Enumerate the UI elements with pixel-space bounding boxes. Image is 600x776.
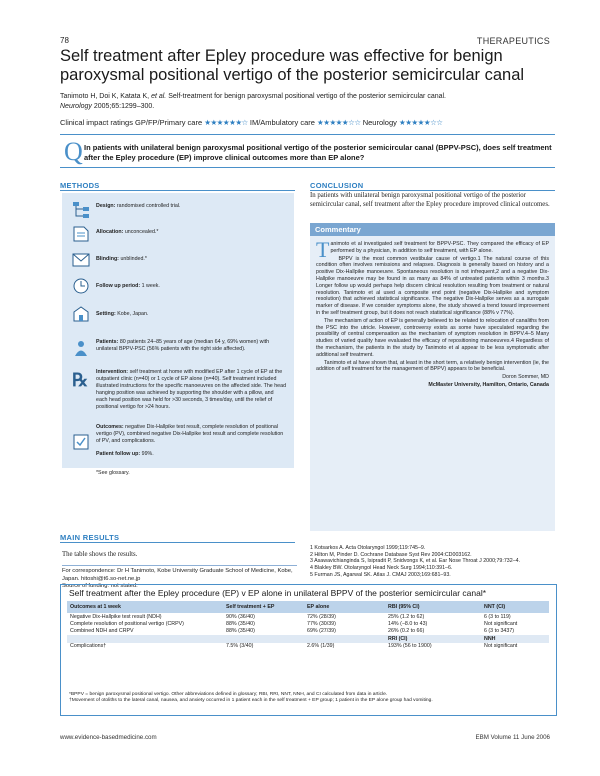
methods-rule: [60, 190, 295, 191]
citation-volume: 2005;65:1299–300.: [93, 103, 155, 110]
table-title: Self treatment after the Epley procedure (EP) v EP alone in unilateral BPPV of the posterior semicircular canal*: [69, 588, 487, 598]
table-row: [67, 620, 549, 627]
table-cell: 25% (1.2 to 62): [388, 613, 425, 620]
table-cell: Complications†: [70, 643, 107, 650]
outcomes-icon: [72, 433, 90, 451]
table-header: RBI (95% CI): [385, 601, 481, 613]
commentary-heading: Commentary: [315, 225, 361, 234]
table-cell: Combined NDH and CRPV: [70, 628, 134, 635]
allocation-label: Allocation:: [96, 229, 124, 235]
table-row: [67, 628, 549, 635]
references: [310, 545, 555, 579]
table-cell: 69% (27/39): [307, 628, 336, 635]
page-number: 78: [60, 36, 69, 45]
patients-icon: [72, 339, 90, 357]
table-header-row: [67, 601, 549, 613]
table-header: NNT (CI): [481, 601, 549, 613]
allocation-value: unconcealed.*: [124, 229, 159, 235]
funding-text: Source of funding: not stated.: [62, 583, 138, 590]
table-notes: [69, 692, 549, 704]
question-letter: Q: [64, 137, 83, 166]
table-row: [67, 613, 549, 620]
table-header: Self treatment + EP: [223, 601, 304, 613]
table-cell: Not significant: [484, 620, 518, 627]
blinding-icon: [72, 251, 90, 269]
allocation-row: [96, 229, 286, 236]
im-label: IM/Ambulatory care: [249, 118, 315, 127]
table-cell: 6 (3 to 119): [484, 613, 511, 620]
impact-ratings: [60, 118, 580, 127]
reference-item: 3 Asawavichianginda S, Isipradit P, Snidvongs K, et al. Ear Nose Throat J 2000;79:732–4.: [310, 558, 521, 565]
table-cell: 14% (−8.0 to 43): [388, 620, 428, 627]
patient-followup-label: Patient follow up:: [96, 451, 141, 457]
table-note: *BPPV = benign paroxysmal positional vertigo. Other abbreviations defined in glossary; RBI, RRI, NNT, NNH, and CI calculated from data in article.: [69, 692, 388, 697]
setting-icon: [72, 305, 90, 323]
table-header: Outcomes at 1 week: [67, 601, 223, 613]
table-cell: 72% (28/39): [307, 613, 336, 620]
setting-value: Kobe, Japan.: [117, 311, 149, 317]
design-value: randomised controlled trial.: [116, 203, 181, 209]
table-wrapper: [67, 601, 549, 650]
patient-followup-value: 99%.: [141, 451, 154, 457]
setting-row: [96, 311, 286, 318]
commentary-p3: The mechanism of action of EP is generally believed to be related to relocation of canaliths from the PSC into the utricle. However, controversy exists as some have speculated regarding the possibility of central compensation as the mechanism of symptom resolution in BPPV.4–5 Many studies of varied quality have evaluated the efficacy of repositioning manoeuvres.4 Regardless of the mechanism, the patients in the study by Tanimoto et al appear to be less symptomatic after additional self treatment.: [316, 317, 549, 358]
reference-item: 1 Kotsarkos A. Acta Otolaryngol 1999;119:745–9.: [310, 545, 426, 551]
neuro-label: Neurology: [362, 118, 397, 127]
table-cell: 90% (36/40): [226, 613, 255, 620]
patients-row: [96, 339, 286, 353]
table-cell: 2.6% (1/39): [307, 643, 335, 650]
glossary-note: *See glossary.: [96, 470, 130, 476]
rx-icon: ℞: [72, 370, 89, 390]
commentary-p4: Tanimoto et al have shown that, at least in the short term, a relatively benign intervention (ie, the addition of self treatment for the management of BPPV) appears to be beneficial.: [316, 359, 549, 373]
citation-etal: et al.: [151, 93, 167, 100]
table-cell: 26% (0.2 to 66): [388, 628, 425, 635]
ratings-label: Clinical impact ratings GP/FP/Primary care: [60, 118, 203, 127]
patients-value: 80 patients 24–85 years of age (median 64 y, 69% women) with unilateral BPPV-PSC (56% patients with the right side affected).: [96, 339, 270, 352]
table-cell: 7.5% (3/40): [226, 643, 254, 650]
allocation-icon: [72, 225, 90, 243]
dropcap: T: [316, 237, 330, 262]
outcomes-row: [96, 424, 286, 445]
footer-website: www.evidence-basedmedicine.com: [60, 734, 157, 741]
patient-followup-row: [96, 451, 286, 458]
citation-journal: Neurology: [60, 103, 92, 110]
followup-label: Follow up period:: [96, 283, 141, 289]
neuro-stars: ★★★★★☆☆: [398, 118, 443, 127]
commentary-p2: BPPV is the most common vestibular cause of vertigo.1 The natural course of this condition often involves remissions and relapses. Diagnosis is generally based on history and a positive Dix-Hallpike manoeuvre. Spontaneous resolution is not infrequent,2 and a negative Dix-Hallpike manoeuvre may be found in as many as 84% of untreated patients within 3 months.3 Longer follow up would perhaps help discern clinical resolution resulting from treatment or natural resolution. Tanimoto et al used a composite end point (negative Dix-Hallpike and symptom resolution) that achieved statistical significance. The negative Dix-Hallpike serves as a surrogate marker of disease. If we consider symptoms alone, the study showed a trend toward improvement in the self treatment group, but it does not reach statistical significance (88% v 77%).: [316, 255, 549, 316]
blinding-row: [96, 256, 286, 263]
reference-item: 2 Hilton M, Pinder D. Cochrane Database Syst Rev 2004:CD003162.: [310, 551, 472, 558]
commentary-header: [310, 223, 555, 236]
table-subheader: NNH: [481, 635, 549, 642]
main-results-text: The table shows the results.: [62, 551, 138, 558]
results-table: [67, 601, 549, 650]
methods-heading: METHODS: [60, 181, 100, 190]
citation-title: Self-treatment for benign paroxysmal positional vertigo of the posterior semicircular canal.: [168, 93, 446, 100]
question-box: [60, 134, 555, 168]
table-cell: Not significant: [484, 643, 518, 650]
table-note: †Movement of otoliths to the lateral canal, nausea, and anxiety occurred in 1 patient each in the self treatment + EP group; 1 patient in the EP alone group had vomiting.: [69, 698, 433, 704]
citation: [60, 92, 540, 112]
section-label: THERAPEUTICS: [476, 36, 550, 46]
citation-authors: Tanimoto H, Doi K, Katata K,: [60, 93, 150, 100]
reference-item: 4 Blakley BW. Otolaryngol Head Neck Surg 1994;110:391–6.: [310, 565, 453, 572]
design-icon: [72, 201, 90, 219]
outcomes-value: negative Dix-Hallpike test result, complete resolution of positional vertigo (PV), combined negative Dix-Hallpike test result and complete resolution of PV, and complications.: [96, 424, 284, 444]
main-results-rule: [60, 542, 295, 543]
commentary-box: [310, 223, 555, 531]
intervention-label: Intervention:: [96, 369, 129, 375]
table-cell: 88% (35/40): [226, 628, 255, 635]
reference-item: 5 Furman JS, Agarwal SK. Atlas J. CMAJ 2003;169:681–93.: [310, 571, 451, 578]
conclusion-heading: CONCLUSION: [310, 181, 364, 190]
gp-stars: ★★★★★★☆: [204, 118, 248, 127]
table-cell: 6 (3 to 3437): [484, 628, 515, 635]
commentary-p1: animoto et al investigated self treatment for BPPV-PSC. They compared the efficacy of EP performed by a physician, in addition to self treatment, with EP alone.: [330, 241, 549, 254]
followup-row: [96, 283, 286, 290]
results-table-box: [60, 584, 557, 716]
table-header: EP alone: [304, 601, 385, 613]
signature-name: Doron Sommer, MD: [502, 374, 549, 381]
followup-value: 1 week.: [141, 283, 160, 289]
table-cell: Negative Dix-Hallpike test result (NDH): [70, 613, 162, 620]
question-text: In patients with unilateral benign paroxysmal positional vertigo of the posterior semicircular canal (BPPV-PSC), does self treatment after the Epley procedure (EP) improve clinical outcomes more than EP alone?: [84, 143, 552, 162]
setting-label: Setting:: [96, 311, 116, 317]
intervention-value: self treatment at home with modified EP after 1 cycle of EP at the outpatient clinic (n=40) or 1 cycle of EP alone (n=40). Self treatment included illustrated instructions for the specific manoeuvres on the affected side. The head hanging position was achieved by supporting the shoulder with a pillow, and each head position was held for >30 seconds, 3 times/day, until the relief of positional vertigo for >24 hours.: [96, 369, 287, 410]
table-cell: 88% (35/40): [226, 620, 255, 627]
im-stars: ★★★★★☆☆: [317, 118, 361, 127]
table-cell: Complete resolution of positional vertigo (CRPV): [70, 620, 184, 627]
intervention-row: [96, 369, 286, 411]
table-cell: 193% (56 to 1900): [388, 643, 432, 650]
patients-label: Patients:: [96, 339, 119, 345]
blinding-label: Blinding:: [96, 256, 119, 262]
correspondence-text: For correspondence: Dr H Tanimoto, Kobe University Graduate School of Medicine, Kobe, Japan. hitoshi@t6.so-net.ne.jp: [62, 568, 293, 582]
blinding-value: unblinded.*: [120, 256, 147, 262]
footer-issue: EBM Volume 11 June 2006: [475, 734, 550, 741]
table-row: [67, 643, 549, 650]
table-cell: 77% (30/39): [307, 620, 336, 627]
commentary-body: [316, 237, 549, 390]
methods-panel: [62, 193, 294, 468]
outcomes-label: Outcomes:: [96, 424, 124, 430]
design-label: Design:: [96, 203, 116, 209]
table-subheader-row: [67, 635, 549, 642]
design-row: [96, 203, 286, 210]
main-results-heading: MAIN RESULTS: [60, 533, 120, 542]
conclusion-text: In patients with unilateral benign paroxysmal positional vertigo of the posterior semicircular canal, self treatment after the Epley procedure improved clinical outcomes.: [310, 192, 550, 208]
article-title: Self treatment after Epley procedure was effective for benign paroxysmal positional vertigo of the posterior semicircular canal: [60, 47, 525, 84]
followup-icon: [72, 277, 90, 295]
conclusion-rule: [310, 190, 555, 191]
table-subheader: RRI (CI): [385, 635, 481, 642]
signature-institution: McMaster University, Hamilton, Ontario, Canada: [428, 381, 549, 388]
